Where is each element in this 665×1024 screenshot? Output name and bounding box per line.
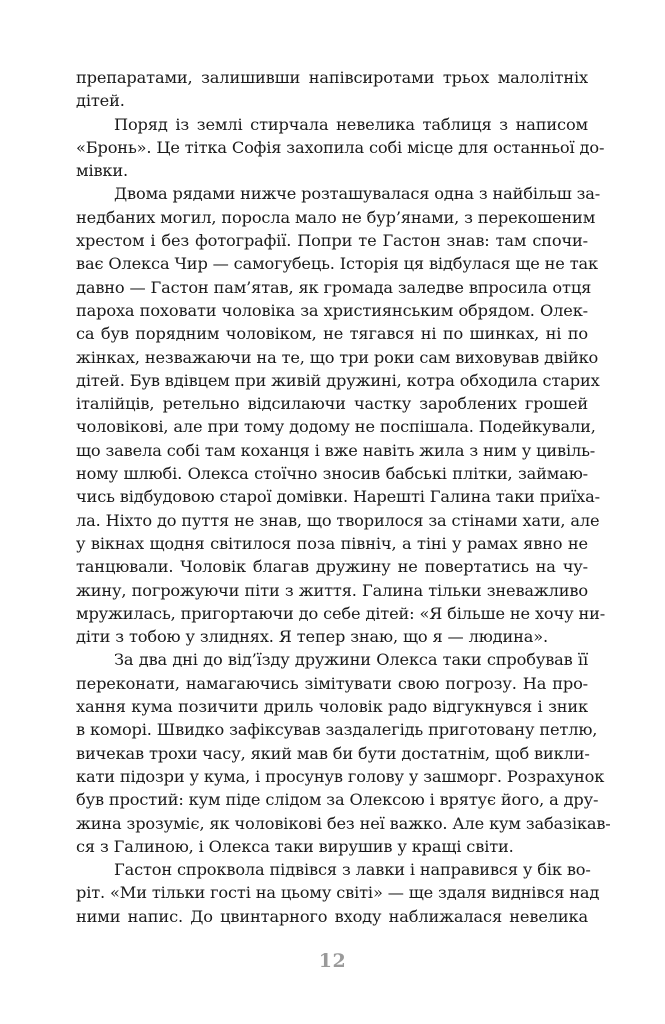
text-line: давно — Гастон пам’ятав, як громада заледве впросила отця: [76, 277, 592, 297]
text-line: у вікнах щодня світилося поза північ, а тіні у рамах явно не: [76, 533, 588, 553]
text-line: «Бронь». Це тітка Софія захопила собі місце для останньої до-: [76, 137, 605, 157]
paragraph: [76, 66, 588, 113]
text-line: жина зрозуміє, як чоловікові без неї важко. Але кум забазікав-: [76, 813, 611, 833]
text-line: танцювали. Чоловік благав дружину не повертатись на чу-: [76, 557, 588, 577]
text-line: що завела собі там коханця і вже навіть жила з ним у цивіль-: [76, 440, 596, 460]
text-line: ся з Галиною, і Олекса таки вирушив у кращі світи.: [76, 836, 514, 856]
text-line: жину, погрожуючи піти з життя. Галина тільки зневажливо: [76, 580, 588, 600]
text-line: вичекав трохи часу, який мав би бути достатнім, щоб викли-: [76, 743, 590, 763]
text-line: діти з тобою у злиднях. Я тепер знаю, що я — людина».: [76, 627, 548, 647]
text-line: Двома рядами нижче розташувалася одна з найбільш за-: [114, 184, 601, 204]
text-line: ними напис. До цвинтарного входу наближалася невелика: [76, 906, 588, 926]
text-line: Гастон спроквола підвівся з лавки і направився у бік во-: [114, 860, 591, 880]
paragraph: [76, 858, 600, 928]
text-line: хання кума позичити дриль чоловік радо відгукнувся і зник: [76, 697, 588, 717]
text-line: італійців, ретельно відсилаючи частку зароблених грошей: [76, 394, 588, 414]
text-line: дітей. Був вдівцем при живій дружині, котра обходила старих: [76, 370, 600, 390]
text-line: жінках, незважаючи на те, що три роки сам виховував двійко: [76, 347, 599, 367]
text-line: переконати, намагаючись зімітувати свою погрозу. На про-: [76, 673, 588, 693]
text-line: в коморі. Швидко зафіксував заздалегідь приготовану петлю,: [76, 720, 598, 740]
text-line: дітей.: [76, 91, 125, 111]
text-line: препаратами, залишивши напівсиротами трьох малолітніх: [76, 68, 588, 87]
text-line: був простий: кум піде слідом за Олексою і врятує його, а дру-: [76, 790, 599, 810]
text-line: недбаних могил, поросла мало не бур’янами, з перекошеним: [76, 207, 596, 227]
paragraph: [76, 648, 611, 858]
text-line: ному шлюбі. Олекса стоїчно зносив бабські плітки, займаю-: [76, 464, 588, 484]
text-line: ріт. «Ми тільки гості на цьому світі» — ще здаля виднівся над: [76, 883, 600, 903]
text-line: чись відбудовою старої домівки. Нарешті Галина таки приїха-: [76, 487, 600, 507]
text-line: мівки.: [76, 161, 129, 181]
text-line: хрестом і без фотографії. Попри те Гастон знав: там спочи-: [76, 231, 588, 251]
body-text: [76, 66, 611, 928]
paragraph: [76, 182, 606, 648]
text-line: ває Олекса Чир — самогубець. Історія ця відбулася ще не так: [76, 254, 599, 274]
text-line: мружилась, пригортаючи до себе дітей: «Я більше не хочу ни-: [76, 603, 606, 623]
text-line: Поряд із землі стирчала невелика таблиця з написом: [114, 114, 588, 134]
text-line: пароха поховати чоловіка за християнським обрядом. Олек-: [76, 300, 588, 320]
text-line: За два дні до від’їзду дружини Олекса таки спробував її: [114, 650, 588, 670]
text-line: ла. Ніхто до пуття не знав, що творилося за стінами хати, але: [76, 510, 600, 530]
text-line: чоловікові, але при тому додому не поспішала. Подейкували,: [76, 417, 596, 437]
paragraph: [76, 113, 605, 183]
text-line: кати підозри у кума, і просунув голову у зашморг. Розрахунок: [76, 766, 605, 786]
page-number: 12: [318, 950, 347, 972]
text-line: са був порядним чоловіком, не тягався ні по шинках, ні по: [76, 324, 588, 344]
